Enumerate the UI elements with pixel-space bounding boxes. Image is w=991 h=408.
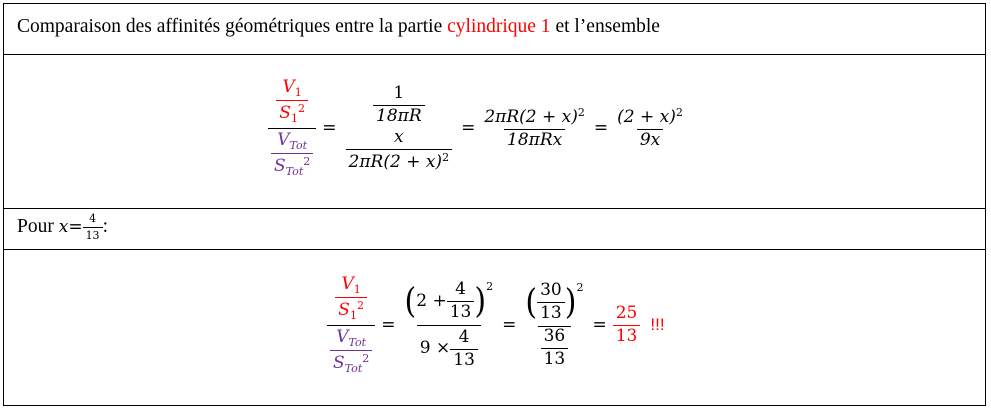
table-row-substitution — [4, 209, 985, 250]
equals-sign: = — [381, 315, 396, 336]
table — [3, 3, 986, 406]
title-text — [17, 16, 660, 38]
table-row-result — [4, 250, 985, 407]
substitution-text: Pour x = $\frac{4}{13}$ : — [17, 212, 108, 242]
step2-fraction: $\frac{2\pi R(2 + x)^2}{\text{18πRx}}$ — [484, 106, 585, 150]
v1-s1-fraction: $\frac{V_1}{S_1^2}$ — [276, 79, 308, 125]
title-part-2: et l’ensemble — [550, 16, 660, 37]
equals-sign: = — [592, 315, 607, 336]
result-step1-fraction: ( 2 + $\frac{4}{13}$ ) $^2$ 9 × $\frac{4}{13}$ — [404, 279, 494, 370]
exclamation: !!! — [650, 315, 665, 335]
result-answer-fraction: $\frac{25}{13}$ — [613, 305, 641, 346]
table-row-general-formula — [4, 55, 985, 209]
ratio-fraction: $\frac{\frac{V_1}{S_1^2}}{\frac{V_{Tot}}{S_{Tot}^2}}$ — [327, 276, 375, 375]
result-step2-fraction: ( $\frac{30}{13}$ ) $^2$ $\frac{36}{13}$ — [525, 280, 584, 369]
title-part-1: Comparaison des affinités géométriques entre la partie — [17, 16, 448, 37]
ratio-fraction — [268, 79, 316, 178]
title-highlight: cylindrique 1 — [447, 16, 551, 37]
x-value-fraction: $\frac{4}{13}$ — [83, 213, 103, 241]
vtot-stot-fraction: $\frac{V_{Tot}}{S_{Tot}^2}$ — [271, 132, 313, 178]
step1-fraction: $\frac{1}{18\pi R}$ $\frac{x}{2\pi R(2 + x)^2}$ — [343, 85, 456, 171]
general-equation — [268, 79, 686, 178]
equals-sign: = — [593, 118, 609, 139]
table-row-title — [4, 4, 985, 55]
result-equation — [327, 276, 665, 375]
equals-sign: = — [502, 315, 517, 336]
equals-sign: = — [322, 118, 337, 139]
equals-sign: = — [461, 118, 476, 139]
step3-fraction: $\frac{(2 + x)^2}{9x}$ — [617, 106, 683, 150]
